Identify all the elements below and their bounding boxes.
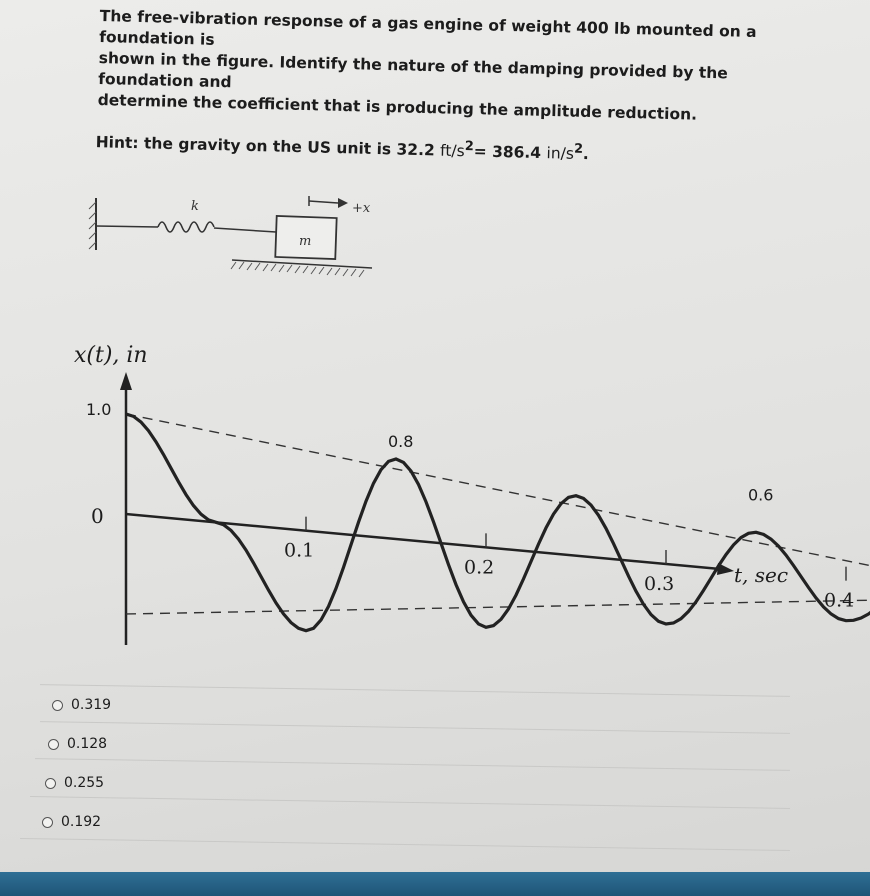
x-tick-label: 0.3 [644,573,675,595]
divider [20,838,790,851]
radio-icon[interactable] [52,700,63,711]
y-axis-label: x(t), in [74,343,148,368]
option-1[interactable] [52,697,111,713]
radio-icon[interactable] [42,817,53,828]
spring-label: k [191,199,199,214]
hint-mid: = 386.4 [473,142,542,163]
question-line-2: shown in the figure. Identify the nature of the damping provided by the foundation and [97,48,729,92]
y-tick-label-zero: 0 [91,504,104,528]
direction-label: +x [352,201,371,216]
option-4[interactable] [42,814,101,830]
option-2-label: 0.128 [67,736,108,752]
option-1-label: 0.319 [71,697,112,713]
hint-prefix: Hint: the gravity on the US unit is 32.2 [95,133,435,160]
x-tick-label: 0.4 [824,589,855,612]
hint-sup-1: 2 [464,139,474,155]
divider [40,721,790,734]
hint-sup-2: 2 [573,141,584,157]
hint-unit-1: ft/s [439,141,465,161]
question-line-3: determine the coefficient that is producing the amplitude reduction. [97,90,698,124]
question-line-1: The free-vibration response of a gas engine of weight 400 lb mounted on a foundation is [99,6,757,49]
y-tick-label-top: 1.0 [86,400,112,419]
mass-label: m [299,234,312,249]
x-axis-label: t, sec [734,563,789,587]
x-tick-label: 0.2 [464,556,495,579]
divider [40,684,790,697]
radio-icon[interactable] [48,739,59,750]
divider [35,758,790,771]
bottom-bar [0,872,870,896]
divider [30,796,790,809]
peak-label: 0.6 [748,485,774,505]
option-4-label: 0.192 [61,814,102,830]
option-3[interactable] [45,775,104,791]
option-2[interactable] [48,736,107,752]
x-tick-label: 0.1 [284,539,315,562]
hint-end: . [582,145,590,164]
peak-label: 0.8 [388,432,414,451]
hint-unit-2: in/s [546,144,575,163]
radio-icon[interactable] [45,778,56,789]
option-3-label: 0.255 [64,775,105,791]
